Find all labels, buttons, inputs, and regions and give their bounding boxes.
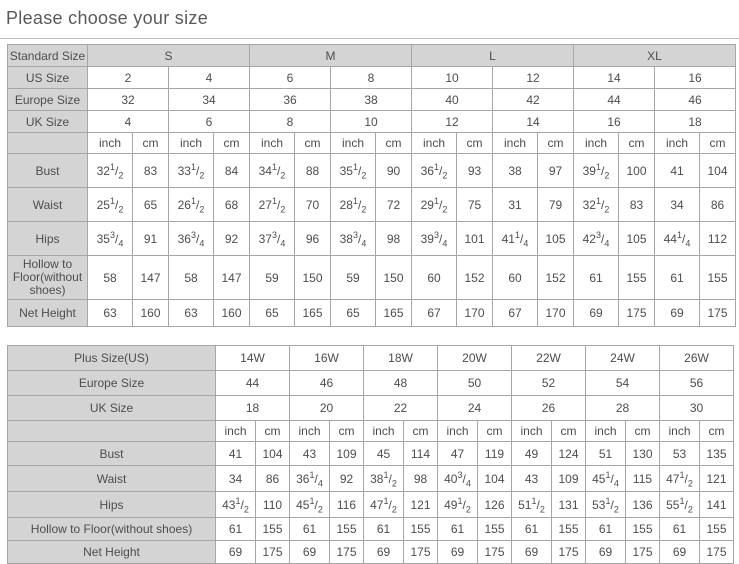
value-cell: 170 [538, 300, 574, 327]
unit-cell: inch [364, 421, 404, 442]
unit-cell: cm [552, 421, 586, 442]
value-cell: 63 [169, 300, 214, 327]
unit-cell: inch [412, 133, 457, 154]
value-cell: 60 [493, 256, 538, 300]
value-cell: $33^1/_2$ [169, 154, 214, 188]
value-cell: 155 [619, 256, 655, 300]
size-header-cell: 22 [364, 396, 438, 421]
row-label: Europe Size [8, 371, 216, 396]
size-header-cell: 8 [250, 111, 331, 133]
size-header-cell: 36 [250, 89, 331, 111]
row-label: US Size [8, 67, 88, 89]
value-cell: 104 [478, 466, 512, 492]
value-cell: 69 [438, 541, 478, 564]
size-header-cell: 30 [660, 396, 734, 421]
value-cell: $47^1/_2$ [660, 466, 700, 492]
value-cell: $39^1/_2$ [574, 154, 619, 188]
size-header-cell: 12 [412, 111, 493, 133]
size-header-cell: XL [574, 45, 736, 67]
value-cell: 91 [133, 222, 169, 256]
measurement-label: Waist [8, 188, 88, 222]
value-cell: 69 [216, 541, 256, 564]
unit-cell: inch [493, 133, 538, 154]
value-cell: $27^1/_2$ [250, 188, 295, 222]
value-cell: 119 [478, 442, 512, 466]
value-cell: 69 [586, 541, 626, 564]
value-cell: $36^1/_2$ [412, 154, 457, 188]
value-cell: 104 [700, 154, 736, 188]
value-cell: 61 [660, 518, 700, 541]
unit-cell: inch [512, 421, 552, 442]
value-cell: $28^1/_2$ [331, 188, 376, 222]
value-cell: $51^1/_2$ [512, 492, 552, 518]
value-cell: $55^1/_2$ [660, 492, 700, 518]
size-header-cell: 14 [574, 67, 655, 89]
value-cell: $37^3/_4$ [250, 222, 295, 256]
value-cell: 121 [700, 466, 734, 492]
value-cell: 115 [626, 466, 660, 492]
unit-cell: cm [376, 133, 412, 154]
unit-cell: inch [660, 421, 700, 442]
value-cell: 72 [376, 188, 412, 222]
value-cell: $53^1/_2$ [586, 492, 626, 518]
size-header-cell: 18W [364, 346, 438, 371]
value-cell: 116 [330, 492, 364, 518]
value-cell: $25^1/_2$ [88, 188, 133, 222]
value-cell: 121 [404, 492, 438, 518]
value-cell: 175 [552, 541, 586, 564]
value-cell: 65 [250, 300, 295, 327]
value-cell: 69 [655, 300, 700, 327]
size-header-cell: 34 [169, 89, 250, 111]
value-cell: $32^1/_2$ [574, 188, 619, 222]
value-cell: 105 [619, 222, 655, 256]
value-cell: 136 [626, 492, 660, 518]
size-header-cell: 16 [655, 67, 736, 89]
size-header-cell: S [88, 45, 250, 67]
value-cell: 61 [574, 256, 619, 300]
size-header-cell: 42 [493, 89, 574, 111]
unit-cell: inch [438, 421, 478, 442]
value-cell: 101 [457, 222, 493, 256]
size-header-cell: M [250, 45, 412, 67]
value-cell: 51 [586, 442, 626, 466]
measurement-label: Hips [8, 492, 216, 518]
value-cell: 160 [133, 300, 169, 327]
value-cell: 98 [376, 222, 412, 256]
value-cell: 160 [214, 300, 250, 327]
value-cell: $40^3/_4$ [438, 466, 478, 492]
value-cell: 155 [404, 518, 438, 541]
size-header-cell: 52 [512, 371, 586, 396]
row-label: Plus Size(US) [8, 346, 216, 371]
value-cell: 41 [216, 442, 256, 466]
value-cell: 152 [457, 256, 493, 300]
unit-cell: inch [574, 133, 619, 154]
value-cell: 61 [216, 518, 256, 541]
unit-cell: cm [214, 133, 250, 154]
value-cell: 65 [133, 188, 169, 222]
value-cell: $38^3/_4$ [331, 222, 376, 256]
value-cell: 126 [478, 492, 512, 518]
value-cell: $34^1/_2$ [250, 154, 295, 188]
size-header-cell: 28 [586, 396, 660, 421]
value-cell: 45 [364, 442, 404, 466]
measurement-label: Net Height [8, 300, 88, 327]
value-cell: 79 [538, 188, 574, 222]
size-header-cell: 10 [412, 67, 493, 89]
value-cell: 147 [133, 256, 169, 300]
value-cell: 86 [256, 466, 290, 492]
value-cell: 175 [700, 541, 734, 564]
value-cell: 47 [438, 442, 478, 466]
value-cell: $47^1/_2$ [364, 492, 404, 518]
value-cell: $39^3/_4$ [412, 222, 457, 256]
value-cell: 175 [330, 541, 364, 564]
value-cell: 97 [538, 154, 574, 188]
value-cell: 155 [626, 518, 660, 541]
value-cell: 86 [700, 188, 736, 222]
value-cell: 165 [376, 300, 412, 327]
value-cell: 110 [256, 492, 290, 518]
value-cell: 175 [404, 541, 438, 564]
value-cell: 83 [619, 188, 655, 222]
value-cell: 60 [412, 256, 457, 300]
size-header-cell: 14W [216, 346, 290, 371]
value-cell: 38 [493, 154, 538, 188]
value-cell: 69 [660, 541, 700, 564]
value-cell: $41^1/_4$ [493, 222, 538, 256]
value-cell: 92 [330, 466, 364, 492]
unit-cell: cm [133, 133, 169, 154]
unit-cell: cm [619, 133, 655, 154]
value-cell: 114 [404, 442, 438, 466]
measurement-label: Net Height [8, 541, 216, 564]
size-header-cell: 10 [331, 111, 412, 133]
value-cell: 70 [295, 188, 331, 222]
value-cell: $42^3/_4$ [574, 222, 619, 256]
size-header-cell: 16 [574, 111, 655, 133]
size-header-cell: 38 [331, 89, 412, 111]
value-cell: 155 [330, 518, 364, 541]
size-header-cell: 6 [250, 67, 331, 89]
size-header-cell: 48 [364, 371, 438, 396]
value-cell: $38^1/_2$ [364, 466, 404, 492]
size-header-cell: 18 [216, 396, 290, 421]
value-cell: 69 [512, 541, 552, 564]
size-header-cell: 44 [574, 89, 655, 111]
value-cell: 131 [552, 492, 586, 518]
size-header-cell: 18 [655, 111, 736, 133]
size-header-cell: 4 [169, 67, 250, 89]
value-cell: 112 [700, 222, 736, 256]
value-cell: 170 [457, 300, 493, 327]
value-cell: 69 [364, 541, 404, 564]
standard-size-chart [7, 44, 736, 327]
value-cell: 92 [214, 222, 250, 256]
value-cell: 150 [295, 256, 331, 300]
unit-cell: inch [655, 133, 700, 154]
value-cell: $45^1/_4$ [586, 466, 626, 492]
unit-cell: cm [538, 133, 574, 154]
size-header-cell: 22W [512, 346, 586, 371]
value-cell: 109 [330, 442, 364, 466]
size-header-cell: 44 [216, 371, 290, 396]
size-header-cell: 8 [331, 67, 412, 89]
value-cell: 93 [457, 154, 493, 188]
value-cell: 175 [619, 300, 655, 327]
value-cell: 147 [214, 256, 250, 300]
value-cell: 59 [250, 256, 295, 300]
value-cell: $43^1/_2$ [216, 492, 256, 518]
unit-cell: inch [169, 133, 214, 154]
value-cell: 98 [404, 466, 438, 492]
size-header-cell: 6 [169, 111, 250, 133]
size-header-cell: 14 [493, 111, 574, 133]
size-header-cell: 20W [438, 346, 512, 371]
measurement-label: Hips [8, 222, 88, 256]
row-label: Europe Size [8, 89, 88, 111]
value-cell: 150 [376, 256, 412, 300]
value-cell: 155 [256, 518, 290, 541]
value-cell: 61 [438, 518, 478, 541]
row-label: UK Size [8, 111, 88, 133]
value-cell: 31 [493, 188, 538, 222]
value-cell: 105 [538, 222, 574, 256]
measurement-label: Hollow to Floor(without shoes) [8, 256, 88, 300]
value-cell: 124 [552, 442, 586, 466]
unit-cell: inch [586, 421, 626, 442]
size-header-cell: 24W [586, 346, 660, 371]
unit-cell: cm [700, 421, 734, 442]
value-cell: 83 [133, 154, 169, 188]
value-cell: $29^1/_2$ [412, 188, 457, 222]
size-header-cell: 24 [438, 396, 512, 421]
size-header-cell: 26 [512, 396, 586, 421]
value-cell: 43 [290, 442, 330, 466]
value-cell: 100 [619, 154, 655, 188]
unit-cell: cm [295, 133, 331, 154]
value-cell: 175 [256, 541, 290, 564]
value-cell: 135 [700, 442, 734, 466]
plus-size-chart [7, 345, 734, 564]
value-cell: 34 [216, 466, 256, 492]
row-label: UK Size [8, 396, 216, 421]
value-cell: 104 [256, 442, 290, 466]
value-cell: $32^1/_2$ [88, 154, 133, 188]
value-cell: $35^3/_4$ [88, 222, 133, 256]
unit-cell: inch [331, 133, 376, 154]
page-title: Please choose your size [6, 8, 209, 28]
value-cell: 67 [493, 300, 538, 327]
value-cell: 65 [331, 300, 376, 327]
unit-cell: cm [478, 421, 512, 442]
value-cell: $36^1/_4$ [290, 466, 330, 492]
value-cell: 75 [457, 188, 493, 222]
size-header-cell: 54 [586, 371, 660, 396]
value-cell: 61 [512, 518, 552, 541]
unit-row-label [8, 133, 88, 154]
value-cell: $26^1/_2$ [169, 188, 214, 222]
measurement-label: Waist [8, 466, 216, 492]
value-cell: 130 [626, 442, 660, 466]
value-cell: 61 [655, 256, 700, 300]
value-cell: 59 [331, 256, 376, 300]
unit-cell: cm [626, 421, 660, 442]
size-header-cell: 32 [88, 89, 169, 111]
size-header-cell: 40 [412, 89, 493, 111]
value-cell: 69 [290, 541, 330, 564]
size-header-cell: 2 [88, 67, 169, 89]
unit-cell: cm [457, 133, 493, 154]
value-cell: 155 [700, 518, 734, 541]
size-header-cell: 56 [660, 371, 734, 396]
value-cell: $36^3/_4$ [169, 222, 214, 256]
value-cell: 90 [376, 154, 412, 188]
size-header-cell: 26W [660, 346, 734, 371]
value-cell: 34 [655, 188, 700, 222]
value-cell: 96 [295, 222, 331, 256]
size-header-cell: 12 [493, 67, 574, 89]
value-cell: 63 [88, 300, 133, 327]
value-cell: 61 [290, 518, 330, 541]
unit-cell: inch [216, 421, 256, 442]
value-cell: 61 [586, 518, 626, 541]
value-cell: 49 [512, 442, 552, 466]
value-cell: 69 [574, 300, 619, 327]
value-cell: 84 [214, 154, 250, 188]
value-cell: 43 [512, 466, 552, 492]
value-cell: 141 [700, 492, 734, 518]
value-cell: 155 [700, 256, 736, 300]
value-cell: 53 [660, 442, 700, 466]
value-cell: 152 [538, 256, 574, 300]
title-divider [0, 38, 739, 39]
measurement-label: Hollow to Floor(without shoes) [8, 518, 216, 541]
size-header-cell: 20 [290, 396, 364, 421]
value-cell: 88 [295, 154, 331, 188]
size-header-cell: 50 [438, 371, 512, 396]
value-cell: 68 [214, 188, 250, 222]
unit-cell: inch [88, 133, 133, 154]
value-cell: 61 [364, 518, 404, 541]
size-header-cell: 46 [655, 89, 736, 111]
unit-cell: inch [250, 133, 295, 154]
unit-row-label [8, 421, 216, 442]
row-label: Standard Size [8, 45, 88, 67]
size-header-cell: 16W [290, 346, 364, 371]
value-cell: 58 [169, 256, 214, 300]
value-cell: 109 [552, 466, 586, 492]
value-cell: $35^1/_2$ [331, 154, 376, 188]
size-header-cell: 4 [88, 111, 169, 133]
value-cell: 58 [88, 256, 133, 300]
size-header-cell: 46 [290, 371, 364, 396]
unit-cell: cm [404, 421, 438, 442]
value-cell: 41 [655, 154, 700, 188]
size-header-cell: L [412, 45, 574, 67]
unit-cell: cm [330, 421, 364, 442]
unit-cell: cm [700, 133, 736, 154]
value-cell: $44^1/_4$ [655, 222, 700, 256]
unit-cell: cm [256, 421, 290, 442]
value-cell: 67 [412, 300, 457, 327]
measurement-label: Bust [8, 442, 216, 466]
unit-cell: inch [290, 421, 330, 442]
value-cell: 155 [552, 518, 586, 541]
measurement-label: Bust [8, 154, 88, 188]
value-cell: 175 [478, 541, 512, 564]
value-cell: 175 [700, 300, 736, 327]
value-cell: 175 [626, 541, 660, 564]
value-cell: 155 [478, 518, 512, 541]
value-cell: 165 [295, 300, 331, 327]
value-cell: $49^1/_2$ [438, 492, 478, 518]
value-cell: $45^1/_2$ [290, 492, 330, 518]
